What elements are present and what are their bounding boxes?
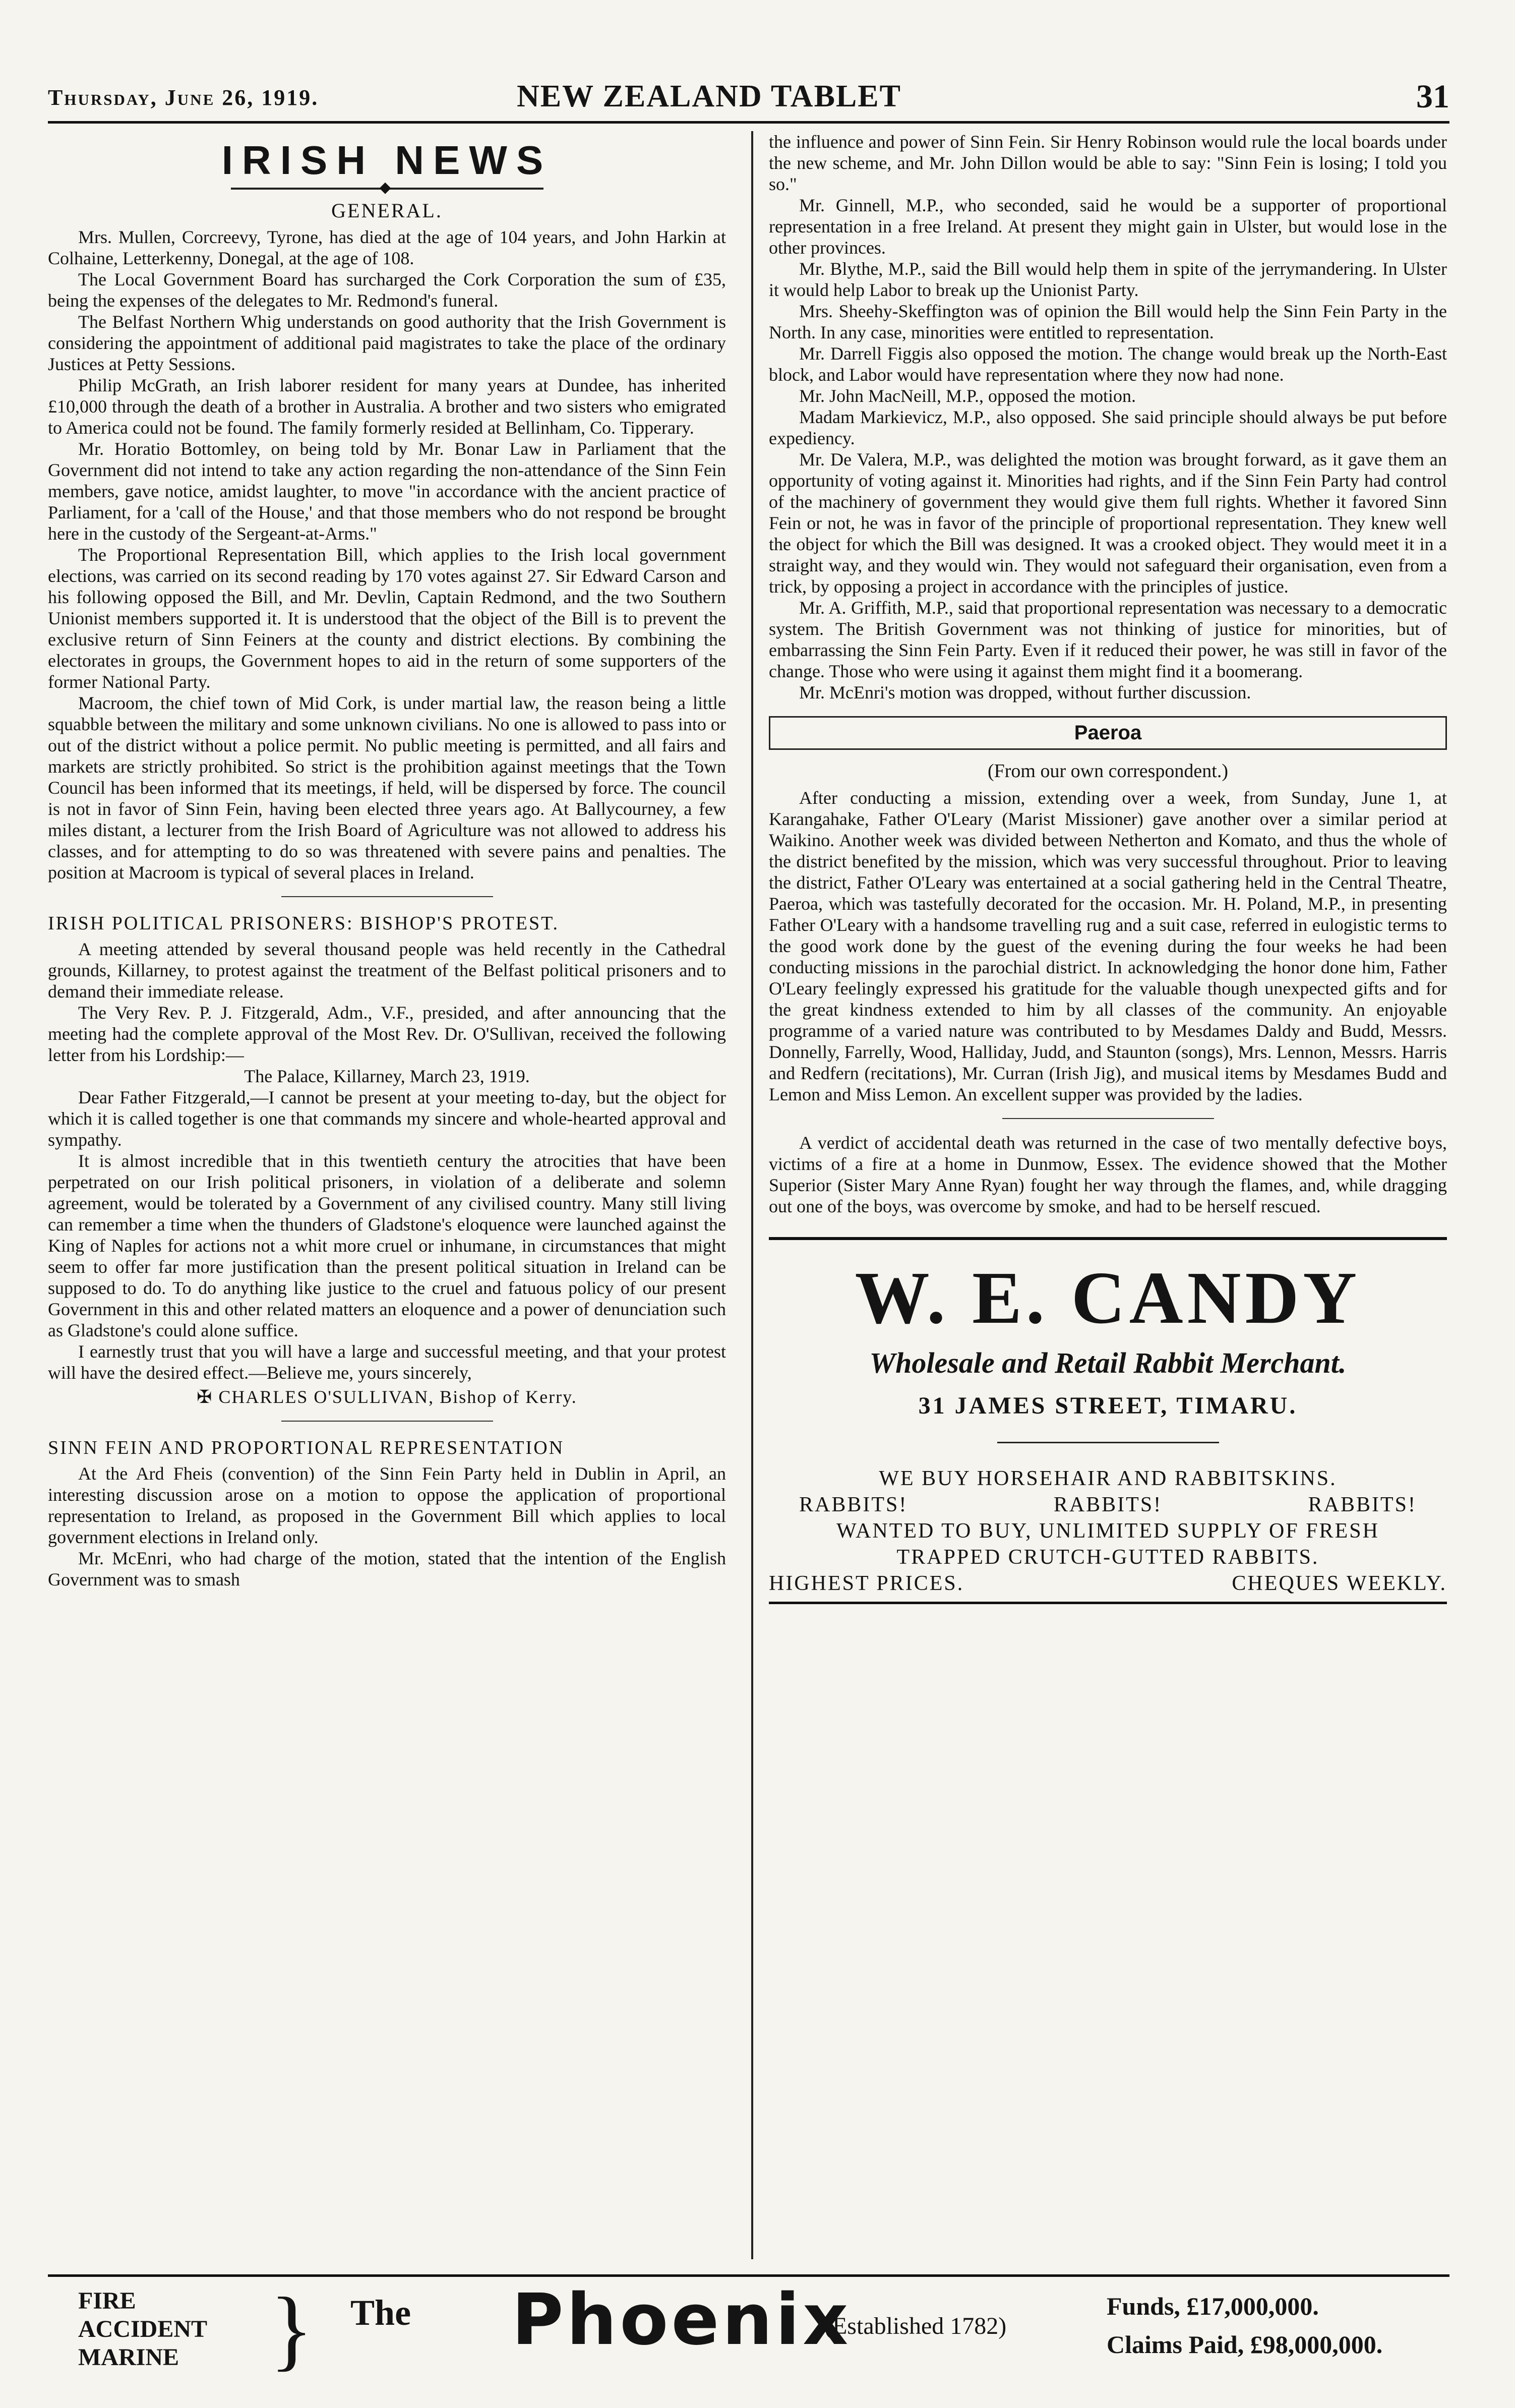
section-divider — [281, 896, 493, 897]
article-paragraph: The Local Government Board has surcharged the Cork Corporation the sum of £35, being the expenses of the delegates to Mr. Redmond's funeral. — [48, 269, 726, 311]
ad-rabbits-word: RABBITS! — [799, 1493, 908, 1516]
article-paragraph: Mr. Ginnell, M.P., who seconded, said he would be a supporter of proportional representation in a free Ireland. At present they might gain in Ulster, but would lose in the other provinces. — [769, 195, 1447, 258]
sinn-fein-heading: SINN FEIN AND PROPORTIONAL REPRESENTATION — [48, 1437, 565, 1458]
claims-line: Claims Paid, £98,000,000. — [1107, 2330, 1383, 2359]
funds-line: Funds, £17,000,000. — [1107, 2292, 1319, 2320]
letter-place: The Palace, Killarney, March 23, 1919. — [244, 1066, 530, 1086]
article-paragraph: the influence and power of Sinn Fein. Sir Henry Robinson would rule the local boards under the new scheme, and Mr. John Dillon would be able to say: "Sinn Fein is losing; I told you so." — [769, 132, 1447, 194]
article-paragraph: The Belfast Northern Whig understands on good authority that the Irish Government is considering the appointment of additional paid magistrates to take the place of the ordinary Justices at Petty Sessions. — [48, 312, 726, 374]
paeroa-title: Paeroa — [1074, 722, 1142, 744]
ad-cheques: CHEQUES WEEKLY. — [1232, 1572, 1447, 1595]
established-line: (Established 1782) — [824, 2313, 1007, 2339]
article-paragraph: Macroom, the chief town of Mid Cork, is under martial law, the reason being a little squabble between the military and some unknown civilians. No one is allowed to pass into or out of the district without a police permit. No public meeting is permitted, and all fairs and markets are strictly prohibited. So strict is the prohibition against meetings that the Town Council has been informed that its meetings, if held, will be dispersed by force. The council is not in favor of Sinn Fein, having been elected three years ago. At Ballycourney, a few miles distant, a lecturer from the Irish Board of Agriculture was not allowed to address his classes, and for attempting to do so was threatened with severe pains and penalties. The position at Macroom is typical of several places in Ireland. — [48, 693, 726, 883]
article-paragraph: The Proportional Representation Bill, which applies to the Irish local government elections, was carried on its second reading by 170 votes against 27. Sir Edward Carson and his following opposed the Bill, and Mr. Devlin, Captain Redmond, and the two Southern Unionist members supported it. It is understood that the object of the Bill is to prevent the exclusive return of Sinn Feiners at the county and district elections. By combining the electorates in groups, the Government hopes to aid in the return of some supporters of the former National Party. — [48, 545, 726, 692]
advertiser-address: 31 JAMES STREET, TIMARU. — [918, 1392, 1298, 1419]
article-paragraph: The Very Rev. P. J. Fitzgerald, Adm., V.F., presided, and after announcing that the meeting had the complete approval of the Most Rev. Dr. O'Sullivan, received the following letter from his Lordship:— — [48, 1003, 726, 1065]
article-paragraph: Philip McGrath, an Irish laborer resident for many years at Dundee, has inherited £10,000 through the death of a brother in Australia. A brother and two sisters who emigrated to America could not be found. The family formerly resided at Bellinham, Co. Tipperary. — [48, 375, 726, 438]
header-rule — [48, 121, 1449, 124]
letter-paragraph: I earnestly trust that you will have a large and successful meeting, and that your protest will have the desired effect.—Believe me, yours sincerely, — [48, 1341, 726, 1383]
article-paragraph: At the Ard Fheis (convention) of the Sinn Fein Party held in Dublin in April, an interesting discussion arose on a motion to oppose the application of proportional representation to Ireland, as proposed in the Government Bill which applies to local government elections in Ireland only. — [48, 1463, 726, 1547]
right-column — [769, 131, 1447, 1604]
correspondent-line: (From our own correspondent.) — [987, 760, 1228, 782]
article-paragraph: After conducting a mission, extending over a week, from Sunday, June 1, at Karangahake, Father O'Leary (Marist Missioner) gave another over a similar period at Waikino. Another week was divided between Netherton and Komato, and thus the whole of the district benefited by the mission, which was very successful throughout. Prior to leaving the district, Father O'Leary was entertained at a social gathering held in the Central Theatre, Paeroa, which was tastefully decorated for the occasion. Mr. H. Poland, M.P., in presenting Father O'Leary with a handsome travelling rug and a suit case, referred in eulogistic terms to the good work done by the guest of the evening during the four weeks he had been conducting missions in the parochial district. In acknowledging the honor done him, Father O'Leary feelingly expressed his gratitude for the valuable though unexpected gifts and for the great kindness extended to him by all classes of the community. An enjoyable programme of a varied nature was contributed to by Mesdames Daldy and Budd, Messrs. Donnelly, Farrelly, Wood, Halliday, Judd, and Staunton (songs), Mrs. Lennon, Messrs. Harris and Redfern (recitations), Mr. Curran (Irish Jig), and musical items by Mesdames Budd and Lemon and Miss Lemon. An excellent supper was provided by the ladies. — [769, 788, 1447, 1104]
brace-glyph: } — [270, 2279, 314, 2379]
brand-name: Phoenix — [512, 2279, 852, 2361]
section-divider — [281, 1421, 493, 1422]
letter-paragraph: Dear Father Fitzgerald,—I cannot be present at your meeting to-day, but the object for which it is called together is one that commands my sincere and whole-hearted approval and sympathy. — [48, 1087, 726, 1150]
ad-rabbits-line — [769, 1492, 1447, 1518]
advertiser-trade: Wholesale and Retail Rabbit Merchant. — [869, 1346, 1347, 1379]
column-divider — [751, 131, 753, 2259]
article-paragraph: Mr. A. Griffith, M.P., said that proportional representation was necessary to a democratic system. The British Government was not thinking of justice for minorities, but of embarrassing the Sinn Fein Party. Even if it reduced their power, he was still in favor of the change. Those who were using it against them might find it a boomerang. — [769, 598, 1447, 681]
letter-paragraph: It is almost incredible that in this twentieth century the atrocities that have been perpetrated on our Irish political prisoners, in violation of a deliberate and solemn agreement, would be tolerated by a Government of any civilised country. Many still living can remember a time when the thunders of Gladstone's eloquence were launched against the King of Naples for actions not a whit more cruel or inhumane, in circumstances that might seem to offer far more justification than the present political situation in Ireland can be supposed to do. To do anything like justice to the cruel and fatuous policy of our present Government in this and other related matters an eloquence and a power of denunciation such as Gladstone's could alone suffice. — [48, 1151, 726, 1340]
left-column — [48, 131, 726, 1590]
insurance-kinds — [78, 2287, 207, 2372]
letter-signature: ✠ CHARLES O'SULLIVAN, Bishop of Kerry. — [197, 1387, 577, 1407]
ad-prices-line — [769, 1570, 1447, 1604]
page-header — [48, 76, 1449, 121]
ornament-rule — [231, 188, 543, 190]
ad-rabbits-word: RABBITS! — [1053, 1493, 1163, 1516]
ad-prices: HIGHEST PRICES. — [769, 1572, 964, 1595]
article-paragraph: Mr. McEnri, who had charge of the motion, stated that the intention of the English Government was to smash — [48, 1548, 726, 1590]
article-paragraph: Mr. De Valera, M.P., was delighted the motion was brought forward, as it gave them an opportunity of voting against it. Minorities had rights, and if the Sinn Fein Party had control of the machinery of government they would give them full rights. Whether it favored Sinn Fein or not, he was in favor of the principle of proportional representation. They knew well the object for which the Bill was designed. It was a crooked object. They would meet it in a straight way, and they would win. They would not safeguard their organisation, even from a trick, by opposing a project in accordance with the principles of justice. — [769, 449, 1447, 597]
newspaper-page — [48, 76, 1449, 2379]
funds-block — [1107, 2287, 1382, 2364]
section-divider — [1002, 1118, 1214, 1119]
article-paragraph: A verdict of accidental death was returned in the case of two mentally defective boys, victims of a fire at a home in Dunmow, Essex. The evidence showed that the Mother Superior (Sister Mary Anne Ryan) fought her way through the flames, and, while dragging out one of the boys, was overcome by smoke, and had to be herself rescued. — [769, 1133, 1447, 1216]
issue-date: Thursday, June 26, 1919. — [48, 85, 319, 110]
ad-wanted-line: WANTED TO BUY, UNLIMITED SUPPLY OF FRESH — [836, 1519, 1379, 1543]
paeroa-title-box — [769, 716, 1447, 750]
candy-advertisement — [769, 1237, 1447, 1604]
article-paragraph: Mr. Horatio Bottomley, on being told by Mr. Bonar Law in Parliament that the Government did not intend to take any action regarding the non-attendance of the Sinn Fein members, gave notice, amidst laughter, to move "in accordance with the ancient practice of Parliament, for a 'call of the House,' and that those members who do not respond be brought here in the custody of the Sergeant-at-Arms." — [48, 439, 726, 544]
brand-prefix: The — [350, 2293, 411, 2333]
insurance-kind: FIRE — [78, 2287, 136, 2314]
advertiser-name: W. E. CANDY — [855, 1257, 1361, 1339]
article-paragraph: Mr. McEnri's motion was dropped, without further discussion. — [799, 682, 1251, 702]
article-paragraph: A meeting attended by several thousand people was held recently in the Cathedral grounds, Killarney, to protest against the treatment of the Belfast political prisoners and to demand their immediate release. — [48, 939, 726, 1002]
ad-buy-line: WE BUY HORSEHAIR AND RABBITSKINS. — [879, 1467, 1337, 1490]
ad-rabbits-word: RABBITS! — [1308, 1493, 1417, 1516]
article-paragraph: Madam Markievicz, M.P., also opposed. She said principle should always be put before expediency. — [769, 407, 1447, 448]
article-paragraph: Mr. Blythe, M.P., said the Bill would help them in spite of the jerrymandering. In Ulster it would help Labor to break up the Unionist Party. — [769, 259, 1447, 300]
insurance-kind: MARINE — [78, 2344, 179, 2371]
general-heading: GENERAL. — [331, 199, 443, 222]
masthead: NEW ZEALAND TABLET — [517, 79, 901, 113]
article-paragraph: Mr. John MacNeill, M.P., opposed the motion. — [799, 386, 1136, 406]
phoenix-advertisement — [48, 2274, 1449, 2378]
ad-wanted-line: TRAPPED CRUTCH-GUTTED RABBITS. — [896, 1546, 1319, 1569]
ad-rule — [997, 1442, 1219, 1443]
section-title: IRISH NEWS — [221, 138, 553, 183]
article-paragraph: Mrs. Sheehy-Skeffington was of opinion the Bill would help the Sinn Fein Party in the North. In any case, minorities were entitled to representation. — [769, 301, 1447, 342]
article-paragraph: Mr. Darrell Figgis also opposed the motion. The change would break up the North-East block, and Labor would have representation where they now had none. — [769, 343, 1447, 385]
article-paragraph: Mrs. Mullen, Corcreevy, Tyrone, has died at the age of 104 years, and John Harkin at Colhaine, Letterkenny, Donegal, at the age of 108. — [48, 227, 726, 268]
prisoners-heading: IRISH POLITICAL PRISONERS: BISHOP'S PROTEST. — [48, 913, 560, 934]
insurance-kind: ACCIDENT — [78, 2316, 208, 2342]
page-number: 31 — [1416, 78, 1449, 115]
